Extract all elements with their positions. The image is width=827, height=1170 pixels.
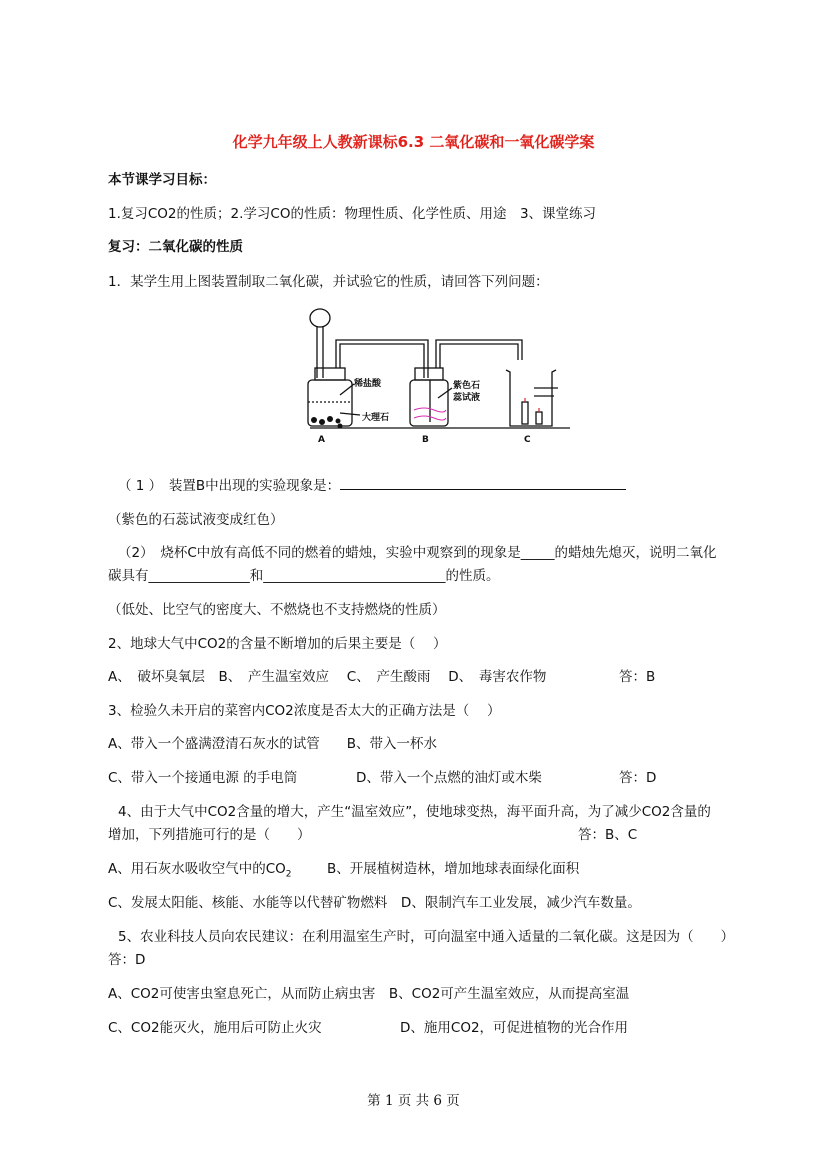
question-4-line1: 4、由于大气中CO2含量的增大，产生“温室效应”，使地球变热，海平面升高，为了减少CO2含量的 [118, 804, 711, 820]
question-2: 2、地球大气中CO2的含量不断增加的后果主要是（ ） [108, 636, 447, 652]
label-litmus-line2: 蕊试液 [453, 393, 481, 403]
question-4-line2: 增加，下列措施可行的是（ ） [108, 827, 311, 843]
label-c: C [524, 435, 531, 445]
question-5-line1: 5、农业科技人员向农民建议：在利用温室生产时，可向温室中通入适量的二氧化碳。这是因为（ ） [118, 929, 735, 945]
question-2-options: A、 破坏臭氧层 B、 产生温室效应 C、 产生酸雨 D、 毒害农作物 [108, 669, 547, 685]
question-4-options-cd: C、发展太阳能、核能、水能等以代替矿物燃料 D、限制汽车工业发展，减少汽车数量。 [108, 895, 641, 911]
label-marble: 大理石 [362, 413, 390, 423]
question-1-1: （ 1 ） 装置B中出现的实验现象是： [118, 474, 626, 494]
question-3-answer: 答：D [619, 770, 657, 786]
label-dilute-hcl: 稀盐酸 [354, 379, 382, 389]
question-3: 3、检验久未开启的菜窖内CO2浓度是否太大的正确方法是（ ） [108, 703, 501, 719]
question-3-options-ab: A、带入一个盛满澄清石灰水的试管 B、带入一杯水 [108, 736, 437, 752]
question-5-option-c: C、CO2能灭火，施用后可防止火灾 [108, 1020, 322, 1036]
label-a: A [318, 435, 325, 445]
question-1-2-line1: （2） 烧杯C中放有高低不同的燃着的蜡烛，实验中观察到的现象是_____的蜡烛先熄灭，说明二氧化 [118, 545, 717, 561]
question-4-option-b: B、开展植树造林，增加地球表面绿化面积 [327, 861, 580, 877]
question-4-answer: 答：B、C [578, 827, 638, 843]
question-1-2-answer: （低处、比空气的密度大、不燃烧也不支持燃烧的性质） [108, 602, 446, 618]
question-5-options-ab: A、CO2可使害虫窒息死亡，从而防止病虫害 B、CO2可产生温室效应，从而提高室温 [108, 986, 630, 1002]
objectives-heading: 本节课学习目标： [108, 172, 216, 188]
label-litmus-line1: 紫色石 [453, 381, 481, 391]
page-footer: 第 1 页 共 6 页 [367, 1093, 460, 1109]
label-b: B [422, 435, 429, 445]
question-5-option-d: D、施用CO2，可促进植物的光合作用 [400, 1020, 629, 1036]
question-4-option-a: A、用石灰水吸收空气中的$CO_2$ [108, 861, 292, 880]
question-1-intro: 1．某学生用上图装置制取二氧化碳，并试验它的性质，请回答下列问题： [108, 274, 549, 290]
page-title: 化学九年级上人教新课标6.3 二氧化碳和一氧化碳学案 [232, 133, 595, 151]
question-3-option-c: C、带入一个接通电源 的手电筒 [108, 770, 298, 786]
answer-blank-line [340, 475, 626, 490]
question-1-2-line2: 碳具有_______________和___________________________的性质。 [108, 568, 500, 584]
question-2-answer: 答：B [619, 669, 656, 685]
question-5-answer: 答：D [108, 952, 146, 968]
objectives-text: 1.复习CO2的性质；2.学习CO的性质：物理性质、化学性质、用途 3、课堂练习 [108, 206, 597, 222]
experiment-apparatus-diagram [300, 300, 580, 450]
subscript-2: 2 [285, 869, 292, 880]
question-1-1-answer: （紫色的石蕊试液变成红色） [108, 512, 284, 528]
review-heading: 复习：二氧化碳的性质 [108, 239, 243, 255]
question-3-option-d: D、带入一个点燃的油灯或木柴 [356, 770, 542, 786]
